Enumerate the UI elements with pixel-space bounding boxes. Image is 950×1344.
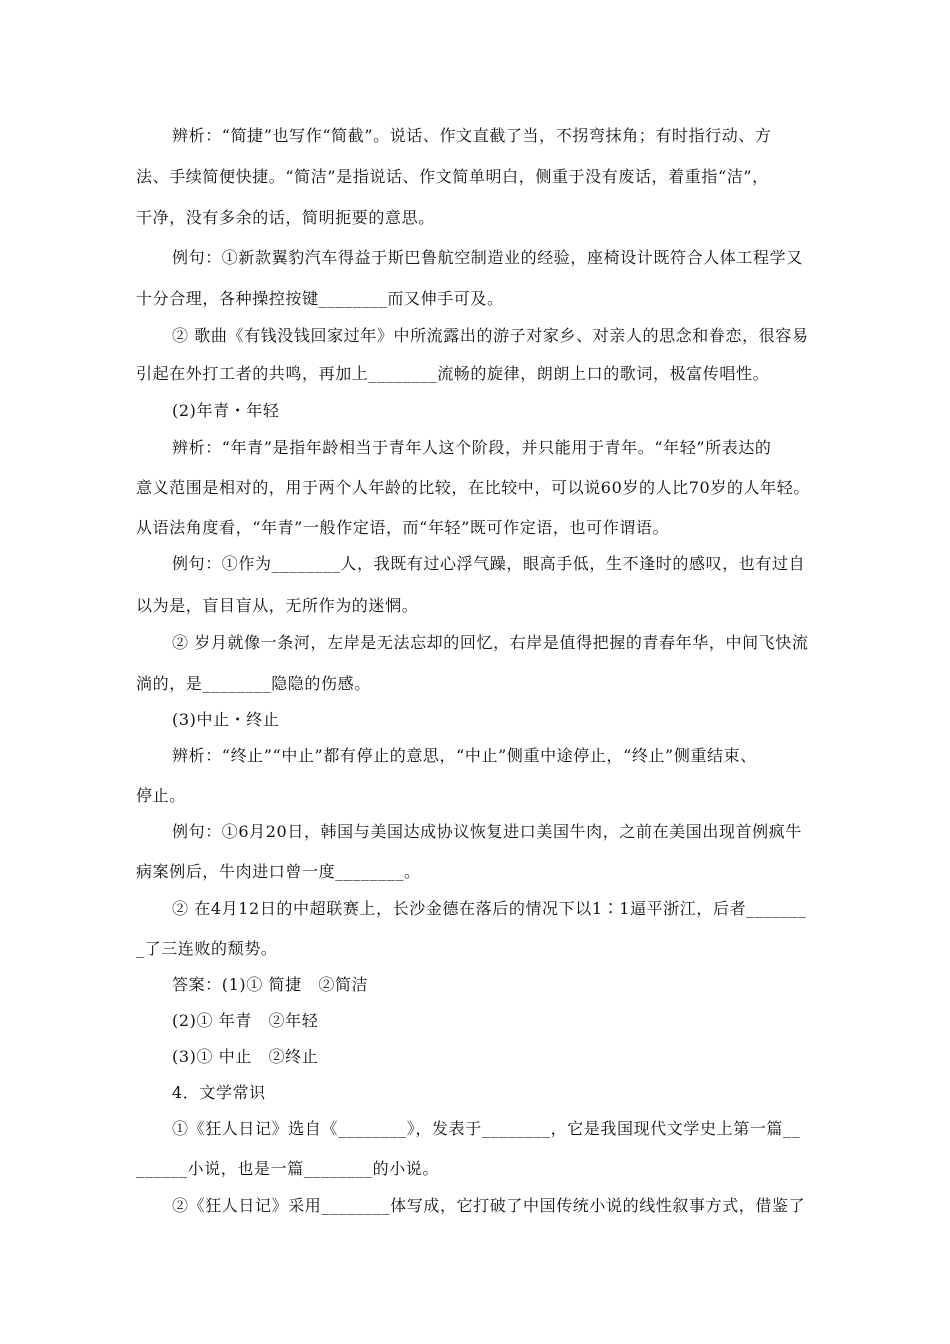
text-line: 以为是，盲目盲从，无所作为的迷惘。 <box>136 596 419 615</box>
text-line: 例句：①作为________人，我既有过心浮气躁，眼高手低，生不逢时的感叹，也有过自 <box>172 554 806 573</box>
text-line: ①《狂人日记》选自《________》，发表于________，它是我国现代文学史上第一篇__ <box>172 1119 801 1138</box>
text-line: ______小说，也是一篇________的小说。 <box>136 1159 440 1178</box>
text-line: 淌的，是________隐隐的伤感。 <box>136 674 371 693</box>
text-line: 病案例后，牛肉进口曾一度________。 <box>136 862 421 881</box>
text-line: 法、手续简便快捷。“简洁”是指说话、作文简单明白，侧重于没有废话，着重指“洁”， <box>136 167 769 186</box>
text-line: 引起在外打工者的共鸣，再加上________流畅的旋律，朗朗上口的歌词，极富传唱性。 <box>136 364 770 383</box>
text-line: 十分合理，各种操控按键________而又伸手可及。 <box>136 289 504 308</box>
text-line: 停止。 <box>136 786 186 805</box>
text-line: 例句：①新款翼豹汽车得益于斯巴鲁航空制造业的经验，座椅设计既符合人体工程学又 <box>172 248 803 267</box>
text-line: 从语法角度看，“年青”一般作定语，而“年轻”既可作定语，也可作谓语。 <box>136 518 670 537</box>
text-line: ② 岁月就像一条河，左岸是无法忘却的回忆，右岸是值得把握的青春年华，中间飞快流 <box>172 633 809 652</box>
text-line: 辨析：“年青”是指年龄相当于青年人这个阶段，并只能用于青年。“年轻”所表达的 <box>172 438 772 457</box>
text-line: ② 在4月12日的中超联赛上，长沙金德在落后的情况下以1∶1逼平浙江，后者_______ <box>172 899 807 918</box>
answer-line: (3)① 中止 ②终止 <box>172 1047 319 1066</box>
text-line: _了三连败的颓势。 <box>136 939 278 958</box>
text-line: 干净，没有多余的话，简明扼要的意思。 <box>136 208 435 227</box>
answer-line: (2)① 年青 ②年轻 <box>172 1011 319 1030</box>
text-line: ② 歌曲《有钱没钱回家过年》中所流露出的游子对家乡、对亲人的思念和眷恋，很容易 <box>172 326 809 345</box>
text-line: 辨析：“简捷”也写作“简截”。说话、作文直截了当，不拐弯抹角；有时指行动、方 <box>172 126 772 145</box>
text-line: 意义范围是相对的，用于两个人年龄的比较，在比较中，可以说60岁的人比70岁的人年轻。 <box>136 478 810 497</box>
section-heading: 4．文学常识 <box>172 1083 266 1102</box>
text-line: 辨析：“终止”“中止”都有停止的意思，“中止”侧重中途停止，“终止”侧重结束、 <box>172 746 757 765</box>
text-line: ②《狂人日记》采用________体写成，它打破了中国传统小说的线性叙事方式，借鉴了 <box>172 1196 806 1215</box>
section-heading: (2)年青・年轻 <box>172 401 280 420</box>
answer-line: 答案：(1)① 简捷 ②简洁 <box>172 975 369 994</box>
text-line: 例句：①6月20日，韩国与美国达成协议恢复进口美国牛肉，之前在美国出现首例疯牛 <box>172 822 802 841</box>
section-heading: (3)中止・终止 <box>172 710 280 729</box>
